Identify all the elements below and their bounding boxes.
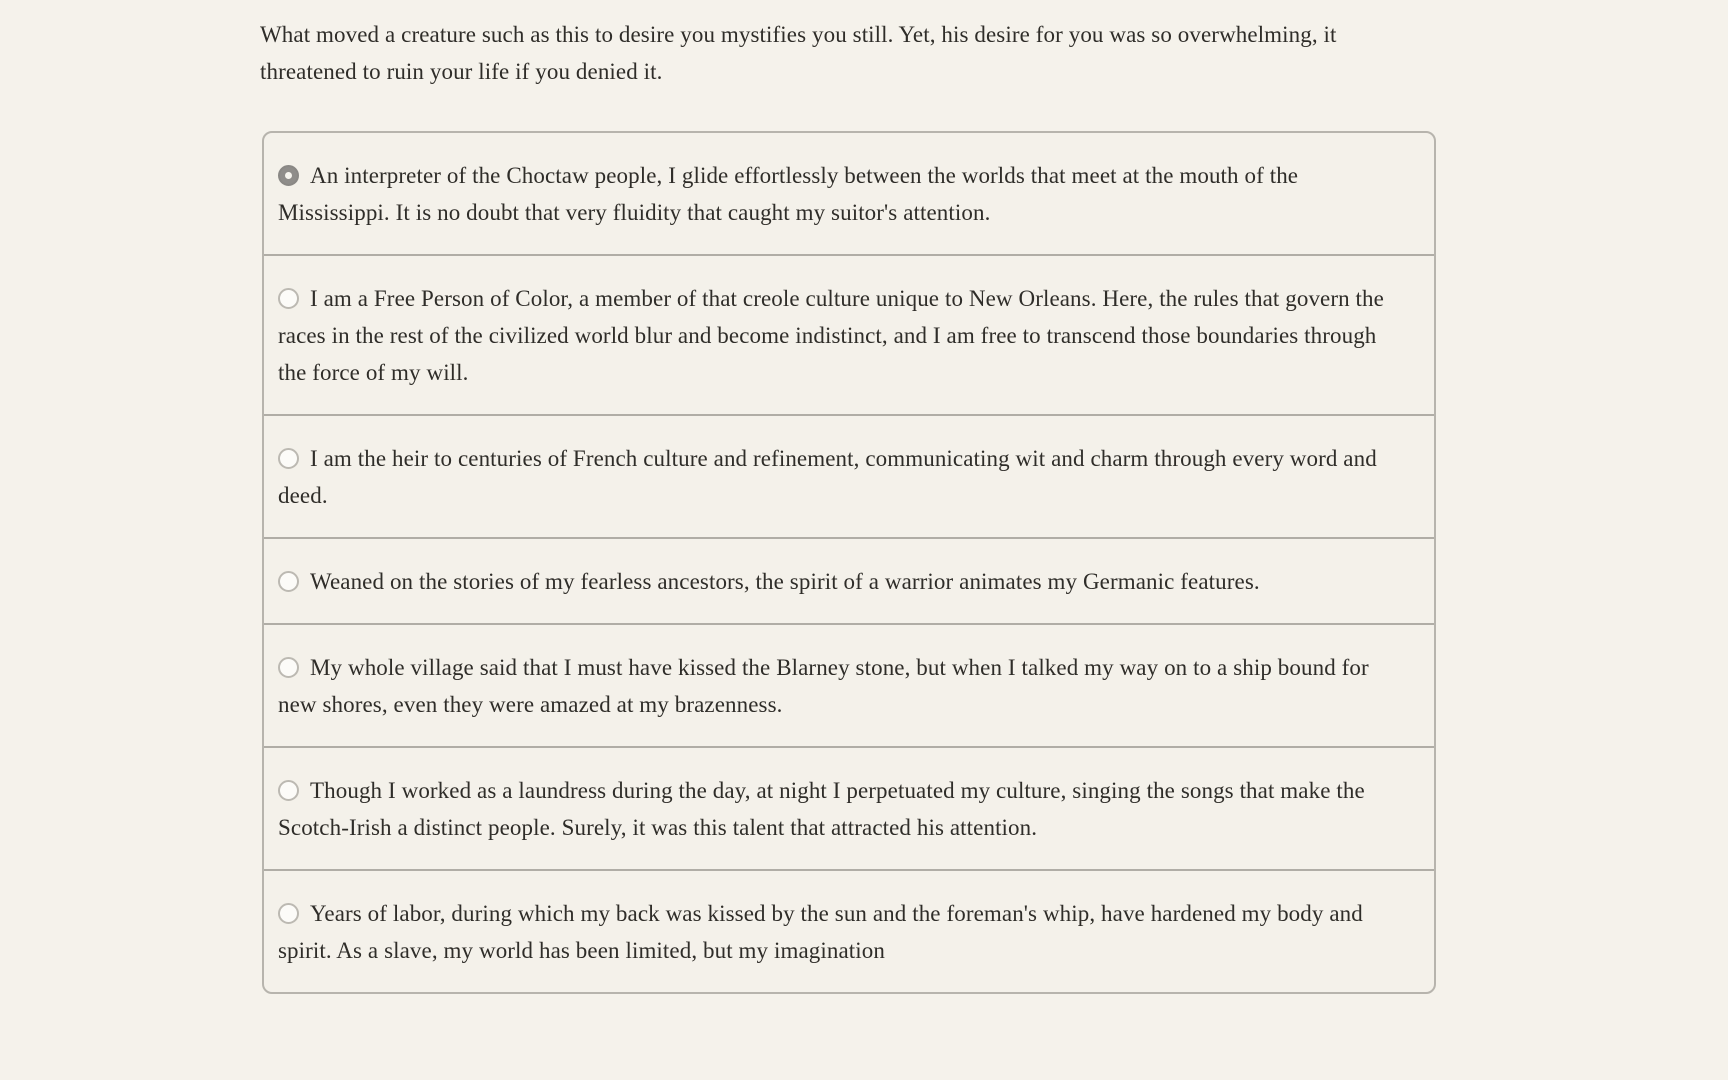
radio-button-icon[interactable] bbox=[278, 288, 299, 309]
radio-button-icon[interactable] bbox=[278, 571, 299, 592]
choice-option-label: Years of labor, during which my back was kissed by the sun and the foreman's whip, have hardened my body and spirit. As a slave, my world has been limited, but my imagination bbox=[278, 901, 1363, 963]
choice-option-label: I am a Free Person of Color, a member of that creole culture unique to New Orleans. Here, the rules that govern the races in the rest of the civilized world blur and become indistinct, and I am free to transcend those boundaries through the force of my will. bbox=[278, 286, 1384, 385]
choice-option[interactable] bbox=[264, 537, 1434, 623]
radio-button-icon[interactable] bbox=[278, 780, 299, 801]
choice-option[interactable] bbox=[264, 133, 1434, 254]
radio-button-selected-icon[interactable] bbox=[278, 165, 299, 186]
radio-button-icon[interactable] bbox=[278, 448, 299, 469]
radio-dot bbox=[285, 172, 292, 179]
choice-option[interactable] bbox=[264, 869, 1434, 992]
radio-button-icon[interactable] bbox=[278, 657, 299, 678]
choice-option[interactable] bbox=[264, 414, 1434, 537]
story-page bbox=[260, 0, 1438, 994]
choice-option-label: My whole village said that I must have kissed the Blarney stone, but when I talked my way on to a ship bound for new shores, even they were amazed at my brazenness. bbox=[278, 655, 1369, 717]
choice-option-label: I am the heir to centuries of French culture and refinement, communicating wit and charm through every word and deed. bbox=[278, 446, 1377, 508]
intro-paragraph: What moved a creature such as this to desire you mystifies you still. Yet, his desire for you was so overwhelming, it threatened to ruin your life if you denied it. bbox=[260, 22, 1337, 84]
choice-list bbox=[262, 131, 1436, 994]
choice-option-label: An interpreter of the Choctaw people, I glide effortlessly between the worlds that meet at the mouth of the Mississippi. It is no doubt that very fluidity that caught my suitor's attention. bbox=[278, 163, 1299, 225]
choice-option[interactable] bbox=[264, 254, 1434, 414]
choice-option[interactable] bbox=[264, 746, 1434, 869]
choice-option-label: Weaned on the stories of my fearless ancestors, the spirit of a warrior animates my Germanic features. bbox=[310, 569, 1260, 594]
radio-button-icon[interactable] bbox=[278, 903, 299, 924]
choice-option[interactable] bbox=[264, 623, 1434, 746]
choice-option-label: Though I worked as a laundress during the day, at night I perpetuated my culture, singing the songs that make the Scotch-Irish a distinct people. Surely, it was this talent that attracted his attention. bbox=[278, 778, 1365, 840]
